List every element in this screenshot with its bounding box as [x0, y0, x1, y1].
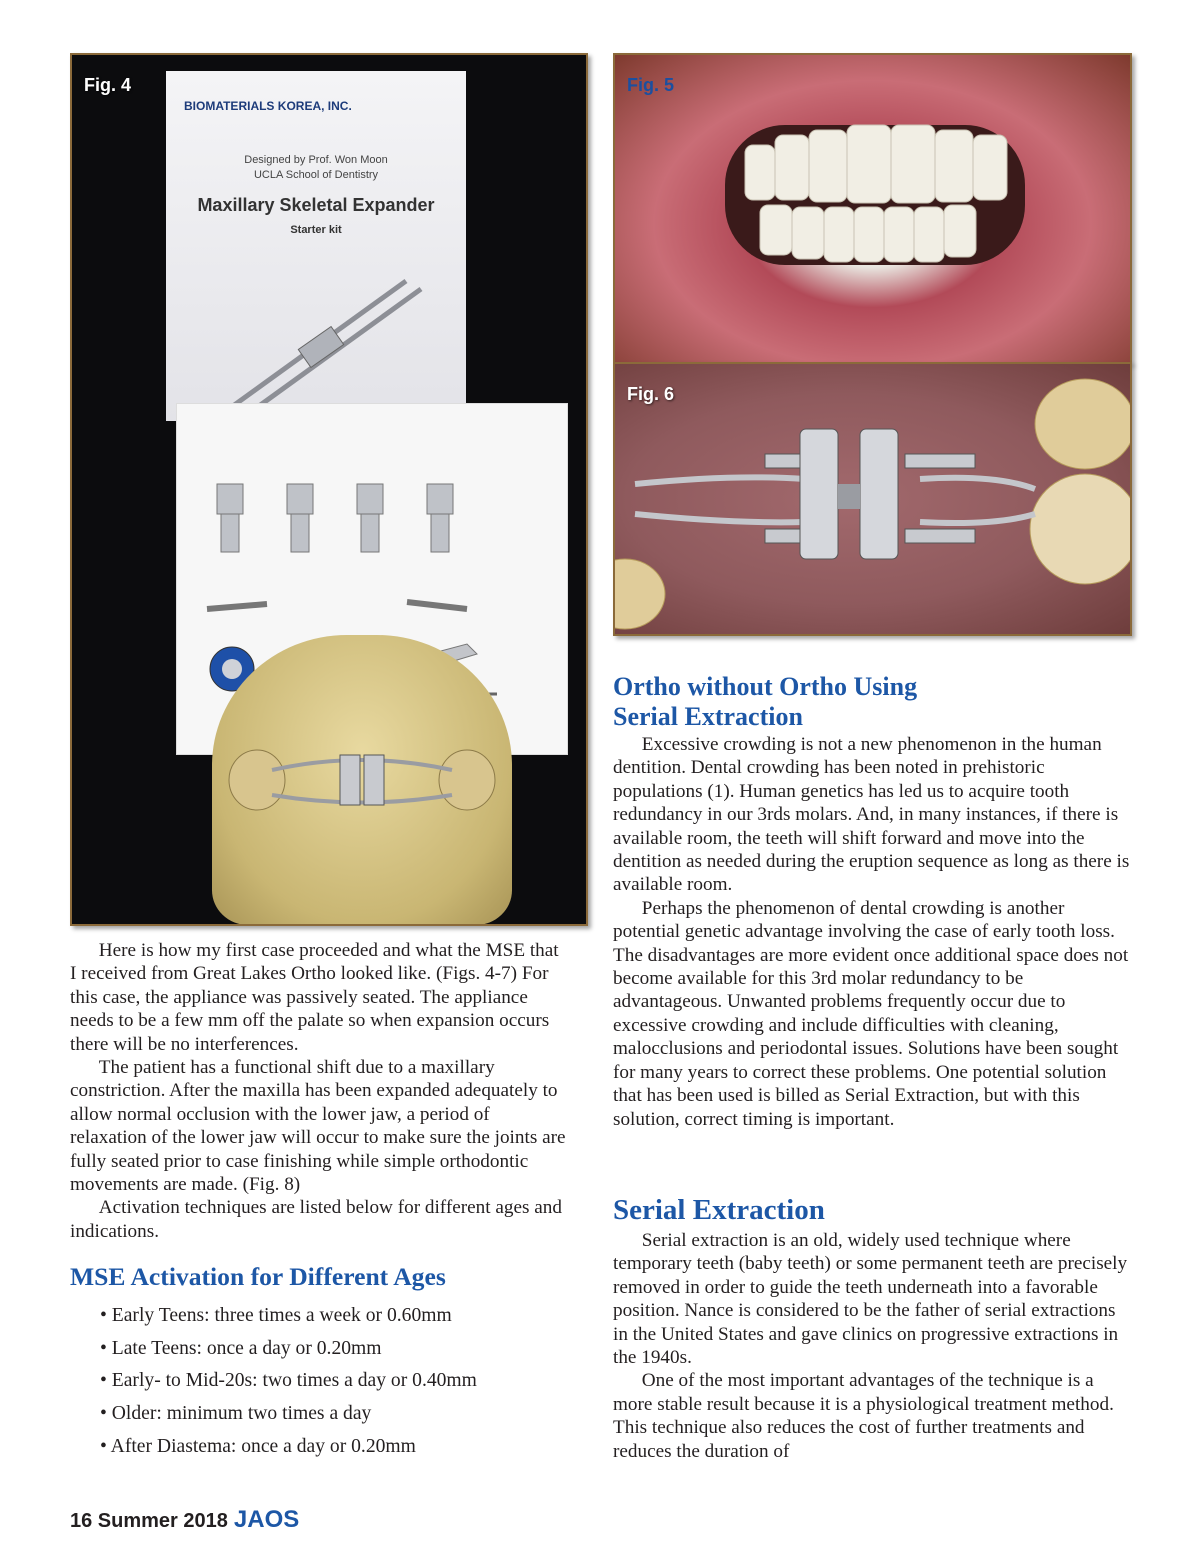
section-heading-line1: Ortho without Ortho Using	[613, 672, 918, 701]
paragraph: Here is how my first case proceeded and what the MSE that I received from Great Lakes Ortho looked like. (Figs. 4-7) For this case, the appliance was passively seated. The appliance needs to be a few mm off the palate so when expansion occurs there will be no interferences.	[70, 940, 559, 1055]
paragraph: Perhaps the phenomenon of dental crowding is another potential genetic advantage involving the case of early tooth loss. The disadvantages are more evident once additional space does not become available for this 3rd molar redundancy to be advantageous. Unwanted problems frequently occur due to excessive crowding and include difficulties with cleaning, malocclusions and periodontal issues. Solutions have been sought for many years to correct these problems. One potential solution that has been used is billed as Serial Extraction, but with this solution, correct timing is important.	[613, 897, 1129, 1130]
list-item: • Older: minimum two times a day	[100, 1403, 372, 1425]
section-heading-serial-extraction: Serial Extraction	[613, 1194, 825, 1226]
paragraph: Activation techniques are listed below for different ages and indications.	[70, 1197, 562, 1242]
left-column-body	[70, 939, 566, 1243]
activation-list	[100, 1300, 580, 1464]
figure-5-label: Fig. 5	[627, 75, 675, 95]
right-column-section1	[613, 733, 1130, 1131]
page-footer	[70, 1506, 299, 1534]
dental-cast-model	[212, 635, 512, 925]
section-heading-line2: Serial Extraction	[613, 702, 803, 731]
kit-designer-line1: Designed by Prof. Won Moon	[244, 154, 388, 166]
kit-designer-line2: UCLA School of Dentistry	[253, 169, 379, 181]
list-item: • Late Teens: once a day or 0.20mm	[100, 1337, 382, 1359]
teeth-illustration	[615, 55, 1130, 362]
intraoral-expander-illustration	[615, 364, 1130, 634]
kit-product-subtitle: Starter kit	[290, 224, 342, 236]
paragraph: Excessive crowding is not a new phenomenon in the human dentition. Dental crowding has been noted in prehistoric populations (1). Human genetics has led us to acquire tooth redundancy in our 3rds molars. And, in many instances, if there is available room, the teeth will shift forward and move into the dentition as needed during the eruption sequence as long as there is available room.	[613, 734, 1130, 896]
paragraph: The patient has a functional shift due to a maxillary constriction. After the maxilla has been expanded adequately to allow normal occlusion with the lower jaw, a period of relaxation of the lower jaw will occur to make sure the joints are fully seated prior to case finishing while simple orthodontic movements are made. (Fig. 8)	[70, 1057, 566, 1196]
cast-expander-device	[212, 635, 512, 925]
kit-product-title: Maxillary Skeletal Expander	[197, 195, 435, 215]
page-number-issue: 16 Summer 2018	[70, 1510, 228, 1532]
figure-4-expander-kit-photo	[70, 53, 588, 926]
list-item: • Early Teens: three times a week or 0.60mm	[100, 1305, 452, 1326]
kit-company-name: BIOMATERIALS KOREA, INC.	[184, 99, 352, 113]
figure-5-smile-photo	[613, 53, 1132, 364]
figure-6-label: Fig. 6	[627, 384, 675, 404]
list-item: • Early- to Mid-20s: two times a day or 0.40mm	[100, 1370, 477, 1392]
figure-4-label: Fig. 4	[84, 75, 132, 95]
right-column-section2	[613, 1229, 1130, 1463]
paragraph: Serial extraction is an old, widely used technique where temporary teeth (baby teeth) or some permanent teeth are precisely removed in order to guide the teeth underneath into a favorable position. Nance is considered to be the father of serial extractions in the United States and gave clinics on progressive extractions in the 1940s.	[613, 1230, 1128, 1369]
kit-designer-credit	[166, 153, 466, 183]
paragraph: One of the most important advantages of the technique is a more stable result because it is a physiological treatment method. This technique also reduces the cost of further treatments and reduces the duration of	[613, 1370, 1114, 1462]
section-heading-ortho	[613, 672, 1133, 732]
list-item: • After Diastema: once a day or 0.20mm	[100, 1435, 416, 1457]
kit-box-lid	[166, 71, 466, 421]
figure-6-expander-intraoral-photo	[613, 362, 1132, 636]
activation-heading: MSE Activation for Different Ages	[70, 1262, 446, 1291]
journal-name: JAOS	[233, 1506, 300, 1533]
